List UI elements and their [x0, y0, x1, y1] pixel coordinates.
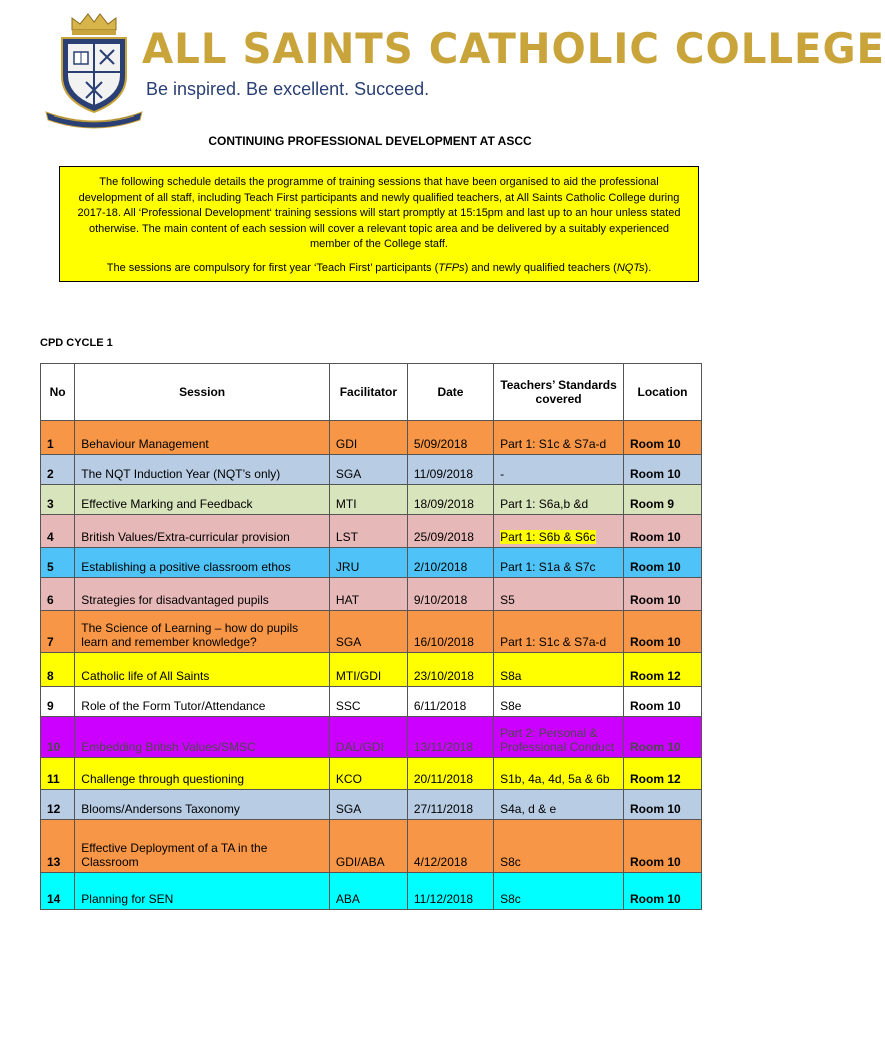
- session-location: Room 12: [624, 758, 702, 790]
- table-row: [41, 820, 702, 873]
- session-standards: [494, 515, 624, 548]
- session-date: 18/09/2018: [407, 485, 493, 515]
- session-date: 9/10/2018: [407, 578, 493, 611]
- table-row: [41, 485, 702, 515]
- cpd-schedule-table: [40, 363, 702, 910]
- header-no: No: [41, 364, 75, 421]
- session-location: Room 10: [624, 790, 702, 820]
- table-row: [41, 687, 702, 717]
- session-date: 25/09/2018: [407, 515, 493, 548]
- table-row: [41, 421, 702, 455]
- header-standards: Teachers’ Standards covered: [494, 364, 624, 421]
- session-facilitator: JRU: [329, 548, 407, 578]
- session-location: Room 10: [624, 873, 702, 910]
- table-row: [41, 611, 702, 653]
- session-title: The NQT Induction Year (NQT’s only): [75, 455, 330, 485]
- session-number: 9: [41, 687, 75, 717]
- session-standards: S8e: [494, 687, 624, 717]
- table-row: [41, 578, 702, 611]
- session-number: 3: [41, 485, 75, 515]
- session-facilitator: SGA: [329, 455, 407, 485]
- session-date: 11/12/2018: [407, 873, 493, 910]
- session-standards: Part 1: S1c & S7a-d: [494, 611, 624, 653]
- session-facilitator: SGA: [329, 611, 407, 653]
- table-row: [41, 758, 702, 790]
- college-crest-logo: [44, 8, 144, 126]
- session-location: Room 10: [624, 687, 702, 717]
- session-facilitator: GDI/ABA: [329, 820, 407, 873]
- session-facilitator: ABA: [329, 873, 407, 910]
- header-facilitator: Facilitator: [329, 364, 407, 421]
- session-facilitator: KCO: [329, 758, 407, 790]
- session-date: 20/11/2018: [407, 758, 493, 790]
- session-location: Room 10: [624, 515, 702, 548]
- session-standards: S1b, 4a, 4d, 5a & 6b: [494, 758, 624, 790]
- session-date: 4/12/2018: [407, 820, 493, 873]
- session-number: 7: [41, 611, 75, 653]
- session-number: 2: [41, 455, 75, 485]
- session-title: Role of the Form Tutor/Attendance: [75, 687, 330, 717]
- table-row: [41, 873, 702, 910]
- session-standards: Part 1: S1a & S7c: [494, 548, 624, 578]
- session-location: Room 10: [624, 548, 702, 578]
- cpd-cycle-label: CPD CYCLE 1: [40, 337, 113, 349]
- session-title: Effective Deployment of a TA in the Classroom: [75, 820, 330, 873]
- session-title: Catholic life of All Saints: [75, 653, 330, 687]
- session-date: 16/10/2018: [407, 611, 493, 653]
- session-facilitator: SSC: [329, 687, 407, 717]
- session-date: 2/10/2018: [407, 548, 493, 578]
- table-row: [41, 653, 702, 687]
- session-standards: S8c: [494, 820, 624, 873]
- session-date: 27/11/2018: [407, 790, 493, 820]
- table-row: [41, 515, 702, 548]
- session-location: Room 10: [624, 611, 702, 653]
- session-facilitator: DAL/GDI: [329, 717, 407, 758]
- table-row: [41, 455, 702, 485]
- college-motto: Be inspired. Be excellent. Succeed.: [146, 79, 430, 99]
- table-header-row: [41, 364, 702, 421]
- session-number: 14: [41, 873, 75, 910]
- session-date: 11/09/2018: [407, 455, 493, 485]
- intro-paragraph: The following schedule details the programme of training sessions that have been organised to aid the professional development of all staff, including Teach First participants and newly qualified teachers, at All Saints Catholic College during 2017-18. All ‘Professional Development‘ training sessions will start promptly at 15:15pm and last up to an hour unless stated otherwise. The main content of each session will cover a relevant topic area and be delivered by a suitably experienced member of the College staff.: [77, 176, 681, 250]
- session-location: Room 12: [624, 653, 702, 687]
- session-date: 6/11/2018: [407, 687, 493, 717]
- session-facilitator: MTI: [329, 485, 407, 515]
- session-number: 4: [41, 515, 75, 548]
- header-session: Session: [75, 364, 330, 421]
- table-row: [41, 790, 702, 820]
- intro-compulsory-note: The sessions are compulsory for first year ‘Teach First’ participants (TFPs) and newly qualified teachers (NQTs).: [106, 261, 652, 274]
- header-location: Location: [624, 364, 702, 421]
- table-row: [41, 548, 702, 578]
- nqt-abbrev: NQTs: [616, 261, 645, 274]
- session-date: 13/11/2018: [407, 717, 493, 758]
- session-location: Room 9: [624, 485, 702, 515]
- session-number: 13: [41, 820, 75, 873]
- header-date: Date: [407, 364, 493, 421]
- session-facilitator: SGA: [329, 790, 407, 820]
- session-standards: Part 2: Personal & Professional Conduct: [494, 717, 624, 758]
- tfp-abbrev: TFPs: [438, 261, 465, 274]
- intro-notice-box: [59, 166, 699, 282]
- session-facilitator: HAT: [329, 578, 407, 611]
- session-standards: S5: [494, 578, 624, 611]
- session-location: Room 10: [624, 717, 702, 758]
- session-location: Room 10: [624, 421, 702, 455]
- session-date: 23/10/2018: [407, 653, 493, 687]
- session-location: Room 10: [624, 455, 702, 485]
- session-title: Behaviour Management: [75, 421, 330, 455]
- document-title: CONTINUING PROFESSIONAL DEVELOPMENT AT ASCC: [208, 134, 532, 148]
- session-standards: S8a: [494, 653, 624, 687]
- session-title: Challenge through questioning: [75, 758, 330, 790]
- session-title: Blooms/Andersons Taxonomy: [75, 790, 330, 820]
- session-facilitator: MTI/GDI: [329, 653, 407, 687]
- session-standards: S8c: [494, 873, 624, 910]
- session-number: 5: [41, 548, 75, 578]
- session-standards: Part 1: S6a,b &d: [494, 485, 624, 515]
- session-number: 10: [41, 717, 75, 758]
- college-name: ALL SAINTS CATHOLIC COLLEGE: [142, 24, 885, 73]
- session-location: Room 10: [624, 578, 702, 611]
- table-row: [41, 717, 702, 758]
- session-standards: S4a, d & e: [494, 790, 624, 820]
- session-number: 6: [41, 578, 75, 611]
- session-title: Planning for SEN: [75, 873, 330, 910]
- session-title: Establishing a positive classroom ethos: [75, 548, 330, 578]
- session-number: 1: [41, 421, 75, 455]
- session-number: 8: [41, 653, 75, 687]
- session-title: Embedding British Values/SMSC: [75, 717, 330, 758]
- standards-highlight: Part 1: S6b & S6c: [500, 530, 596, 544]
- session-number: 11: [41, 758, 75, 790]
- session-title: Strategies for disadvantaged pupils: [75, 578, 330, 611]
- session-title: British Values/Extra-curricular provision: [75, 515, 330, 548]
- session-facilitator: LST: [329, 515, 407, 548]
- session-number: 12: [41, 790, 75, 820]
- session-location: Room 10: [624, 820, 702, 873]
- session-facilitator: GDI: [329, 421, 407, 455]
- session-standards: -: [494, 455, 624, 485]
- session-standards: Part 1: S1c & S7a-d: [494, 421, 624, 455]
- session-title: Effective Marking and Feedback: [75, 485, 330, 515]
- session-date: 5/09/2018: [407, 421, 493, 455]
- session-title: The Science of Learning – how do pupils learn and remember knowledge?: [75, 611, 330, 653]
